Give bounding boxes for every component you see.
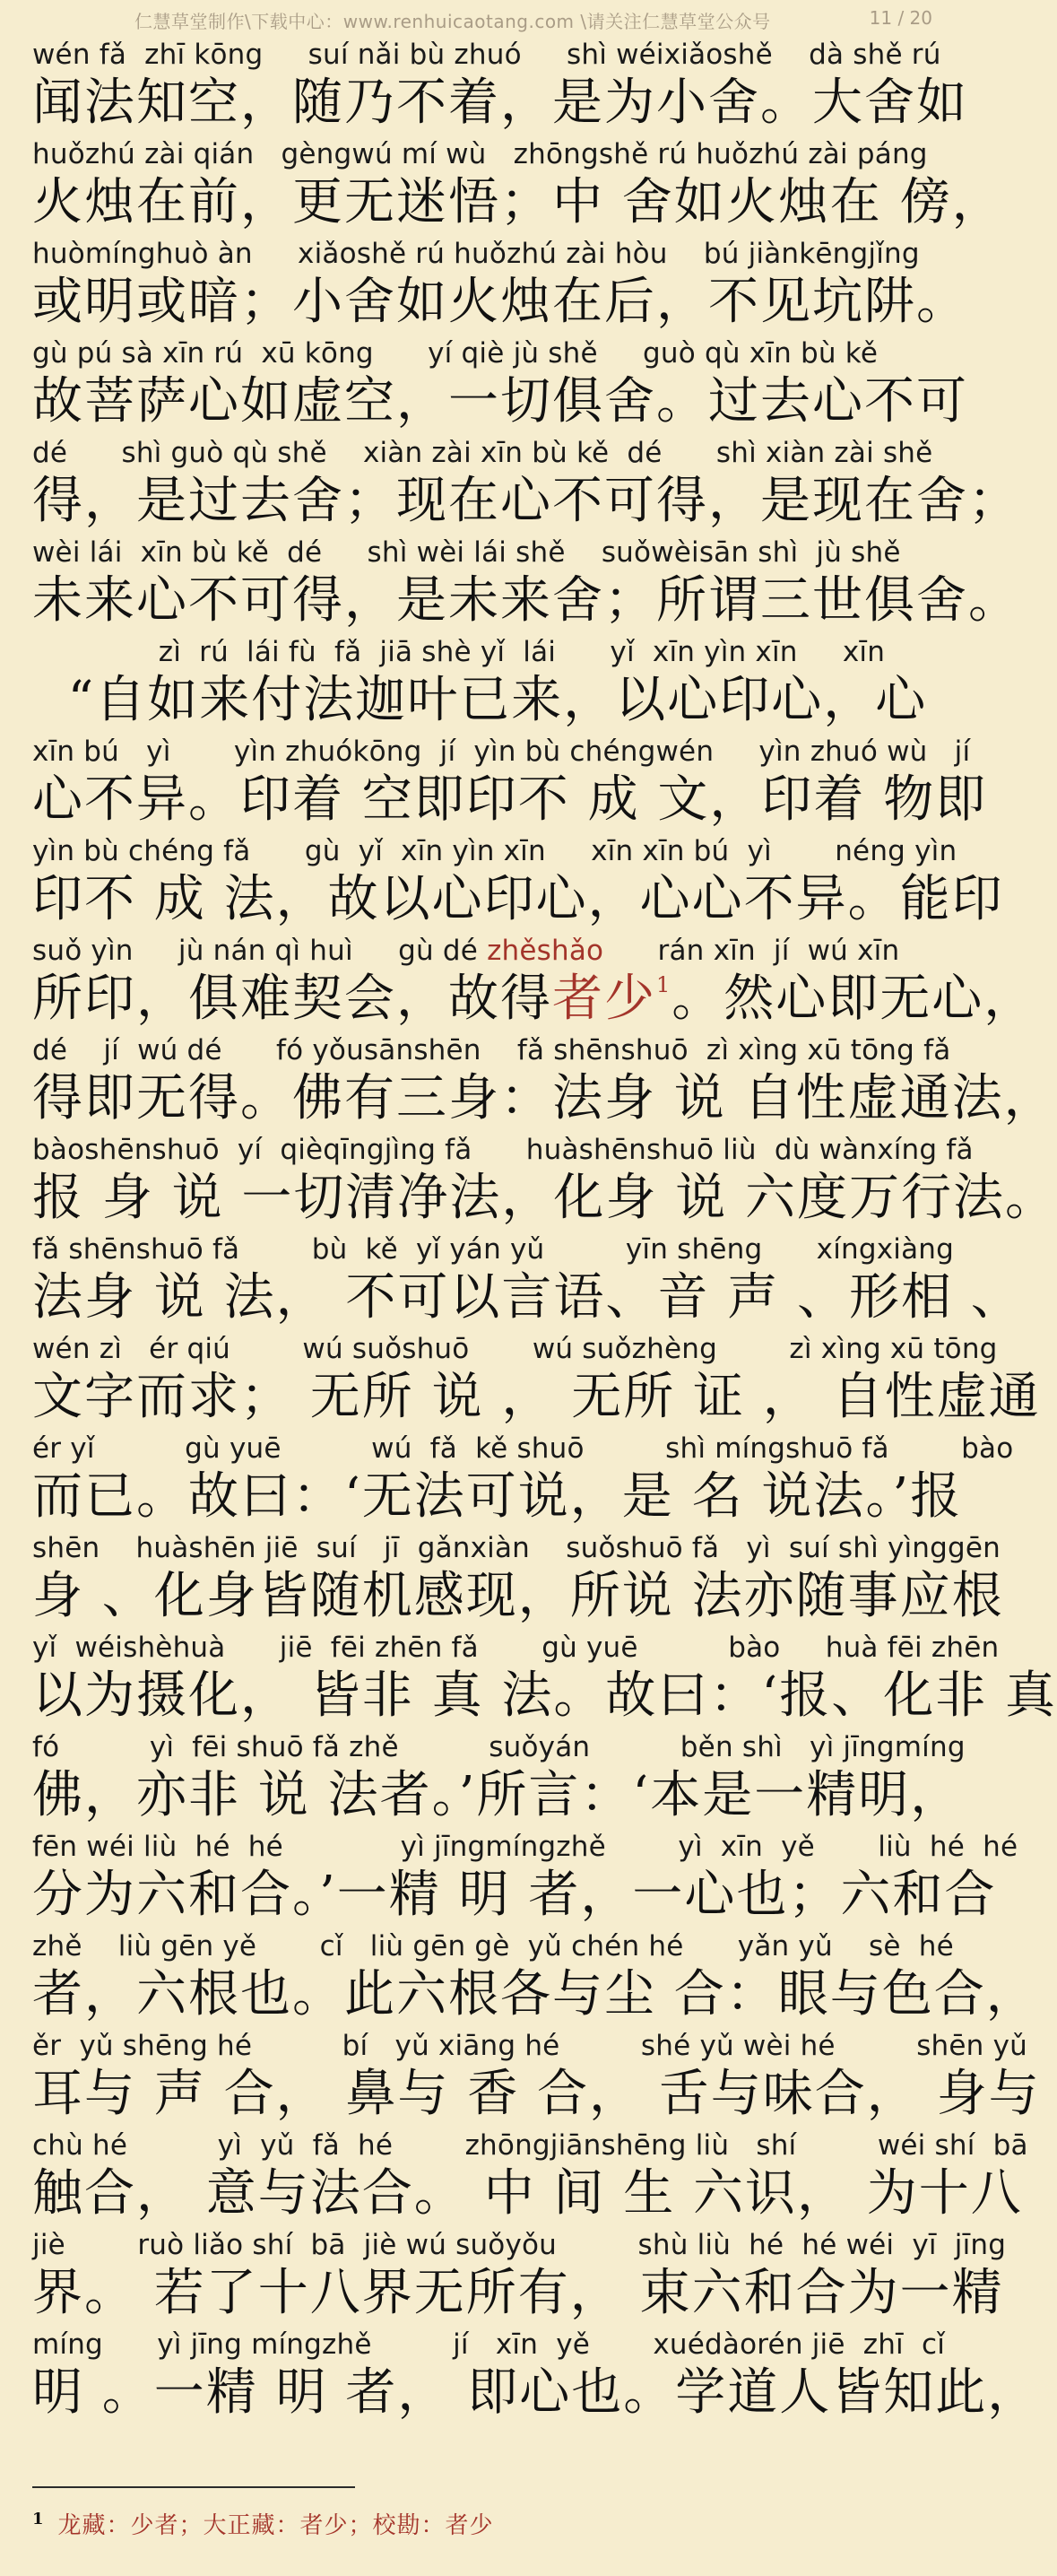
- pinyin-line: zì rú lái fù fǎ jiā shè yǐ lái yǐ xīn yìn xīn xīn: [32, 636, 886, 668]
- text-line: [32, 1430, 1014, 1529]
- pinyin-line: dé jí wú dé fó yǒusānshēn fǎ shēnshuō zì xìng xū tōng fǎ: [32, 1034, 951, 1066]
- hanzi-line: 佛，亦非 说 法者。’所言：‘本是一精明，: [32, 1766, 963, 1824]
- text-line: [32, 932, 1036, 1031]
- hanzi-line: 而已。故曰：‘无法可说，是 名 说法。’报: [32, 1467, 963, 1526]
- pinyin-segment: rán xīn jí wú xīn: [603, 935, 900, 967]
- pinyin-line: fǎ shēnshuō fǎ bù kě yǐ yán yǔ yīn shēng xíngxiàng: [32, 1233, 955, 1266]
- pinyin-line: dé shì guò qù shě xiàn zài xīn bù kě dé shì xiàn zài shě: [32, 437, 933, 469]
- text-line: [32, 135, 1004, 235]
- text-line: [32, 1828, 1018, 1928]
- pinyin-line: chù hé yì yǔ fǎ hé zhōngjiānshēng liù shí wéi shí bā: [32, 2129, 1028, 2162]
- hanzi-line: 未来心不可得，是未来舍；所谓三世俱舍。: [32, 571, 1020, 630]
- hanzi-line: 闻法知空，随乃不着，是为小舍。大舍如: [32, 74, 968, 132]
- hanzi-line: 明 。一精 明 者， 即心也。学道人皆知此，: [32, 2363, 1040, 2422]
- text-line: [32, 1231, 1023, 1330]
- hanzi-line: 身 、化身皆随机感现，所说 法亦随事应根: [32, 1567, 1004, 1625]
- hanzi-line: 得即无得。佛有三身：法身 说 自性虚通法，: [32, 1069, 1056, 1127]
- text-line: [32, 832, 1004, 932]
- pinyin-line: wén fǎ zhī kōng suí nǎi bù zhuó shì wéixiǎoshě dà shě rú: [32, 39, 941, 71]
- hanzi-line: [32, 970, 1036, 1029]
- text-line: [32, 633, 938, 733]
- text-line: [32, 2226, 1007, 2326]
- pinyin-line: wén zì ér qiú wú suǒshuō wú suǒzhèng zì xìng xū tōng: [32, 1333, 998, 1365]
- pinyin-line: ěr yǔ shēng hé bí yǔ xiāng hé shé yǔ wèi hé shēn yǔ: [32, 2030, 1027, 2062]
- hanzi-line: 火烛在前，更无迷悟；中 舍如火烛在 傍，: [32, 173, 1004, 231]
- site-watermark: 仁慧草堂制作\下载中心：www.renhuicaotang.com \请关注仁慧草堂公众号: [134, 11, 771, 32]
- hanzi-line: 报 身 说 一切清净法，化身 说 六度万行法。: [32, 1169, 1057, 1227]
- pinyin-variant-highlight: zhěshǎo: [487, 935, 604, 967]
- pinyin-line: huòmínghuò àn xiǎoshě rú huǒzhú zài hòu bú jiànkēngjǐng: [32, 238, 920, 270]
- hanzi-segment: 所印，俱难契会，故得: [32, 970, 552, 1028]
- text-line: [32, 1928, 1038, 2027]
- hanzi-segment: 。然心即无心，: [671, 970, 1036, 1028]
- hanzi-line: 分为六和合。’一精 明 者，一心也；六和合: [32, 1866, 997, 1924]
- hanzi-line: 文字而求； 无所 说 ， 无所 证 ， 自性虚通: [32, 1368, 1041, 1426]
- text-body: [32, 36, 1057, 2425]
- footnote-divider: [32, 2486, 355, 2488]
- footnote-number: 1: [32, 2510, 44, 2528]
- pinyin-line: ér yǐ gù yuē wú fǎ kě shuō shì míngshuō fǎ bào: [32, 1432, 1014, 1465]
- pinyin-line: huǒzhú zài qián gèngwú mí wù zhōngshě rú huǒzhú zài páng: [32, 138, 928, 170]
- page-header: [0, 0, 968, 39]
- hanzi-line: 者，六根也。此六根各与尘 合：眼与色合，: [32, 1965, 1038, 2023]
- pinyin-line: míng yì jīng míngzhě jí xīn yě xuédàorén jiē zhī cǐ: [32, 2328, 946, 2361]
- text-line: [32, 434, 1020, 534]
- pinyin-line: [32, 932, 938, 970]
- hanzi-line: 或明或暗；小舍如火烛在后，不见坑阱。: [32, 273, 968, 331]
- text-line: [32, 235, 968, 335]
- pinyin-line: zhě liù gēn yě cǐ liù gēn gè yǔ chén hé yǎn yǔ sè hé: [32, 1930, 954, 1962]
- footnote-text: 龙藏：少者；大正藏：者少；校勘：者少: [57, 2512, 494, 2539]
- text-line: [32, 2127, 1028, 2226]
- pinyin-line: bàoshēnshuō yí qièqīngjìng fǎ huàshēnshuō liù dù wànxíng fǎ: [32, 1134, 974, 1166]
- pinyin-line: yǐ wéishèhuà jiē fēi zhēn fǎ gù yuē bào huà fēi zhēn: [32, 1632, 1000, 1664]
- hanzi-line: 以为摄化， 皆非 真 法。故曰：‘报、化非 真: [32, 1667, 1057, 1725]
- text-line: [32, 1629, 1057, 1728]
- footnote-ref[interactable]: 1: [656, 972, 672, 997]
- pinyin-line: shēn huàshēn jiē suí jī gǎnxiàn suǒshuō fǎ yì suí shì yìnggēn: [32, 1532, 1001, 1564]
- pinyin-segment: suǒ yìn jù nán qì huì gù dé: [32, 935, 488, 967]
- text-line: [32, 2027, 1041, 2127]
- hanzi-line: 触合， 意与法合。 中 间 生 六识， 为十八: [32, 2164, 1023, 2223]
- text-line: [32, 2326, 1040, 2425]
- pinyin-line: jiè ruò liǎo shí bā jiè wú suǒyǒu shù liù hé hé wéi yī jīng: [32, 2229, 1007, 2261]
- page-number: 11 / 20: [869, 7, 932, 29]
- hanzi-line: 耳与 声 合， 鼻与 香 合， 舌与味合， 身与: [32, 2065, 1041, 2123]
- hanzi-line: 得，是过去舍；现在心不可得，是现在舍；: [32, 472, 1020, 530]
- footnote: [32, 2507, 494, 2540]
- text-line: [32, 335, 968, 434]
- text-line: [32, 36, 968, 135]
- text-line: [32, 534, 1020, 633]
- pinyin-line: xīn bú yì yìn zhuókōng jí yìn bù chéngwén yìn zhuó wù jí: [32, 735, 971, 768]
- text-line: [32, 1728, 966, 1828]
- text-line: [32, 1330, 1041, 1430]
- pinyin-line: wèi lái xīn bù kě dé shì wèi lái shě suǒwèisān shì jù shě: [32, 536, 901, 569]
- text-line: [32, 733, 988, 832]
- hanzi-line: 法身 说 法， 不可以言语、音 声 、形相 、: [32, 1268, 1023, 1327]
- hanzi-line: 界。 若了十八界无所有， 束六和合为一精: [32, 2264, 1004, 2322]
- hanzi-line: 印不 成 法，故以心印心，心心不异。能印: [32, 870, 1004, 928]
- hanzi-line: 心不异。印着 空即印不 成 文，印着 物即: [32, 770, 988, 829]
- hanzi-line: “自如来付法迦叶已来，以心印心，心: [32, 671, 928, 729]
- pinyin-line: fó yì fēi shuō fǎ zhě suǒyán běn shì yì jīngmíng: [32, 1731, 966, 1763]
- text-line: [32, 1131, 1057, 1231]
- hanzi-line: 故菩萨心如虚空，一切俱舍。过去心不可: [32, 372, 968, 431]
- pinyin-line: gù pú sà xīn rú xū kōng yí qiè jù shě guò qù xīn bù kě: [32, 337, 879, 370]
- variant-highlight: 者少: [552, 970, 656, 1028]
- pinyin-line: fēn wéi liù hé hé yì jīngmíngzhě yì xīn yě liù hé hé: [32, 1831, 1018, 1863]
- text-line: [32, 1529, 1004, 1629]
- text-line: [32, 1031, 1056, 1131]
- pinyin-line: yìn bù chéng fǎ gù yǐ xīn yìn xīn xīn xīn bú yì néng yìn: [32, 835, 957, 867]
